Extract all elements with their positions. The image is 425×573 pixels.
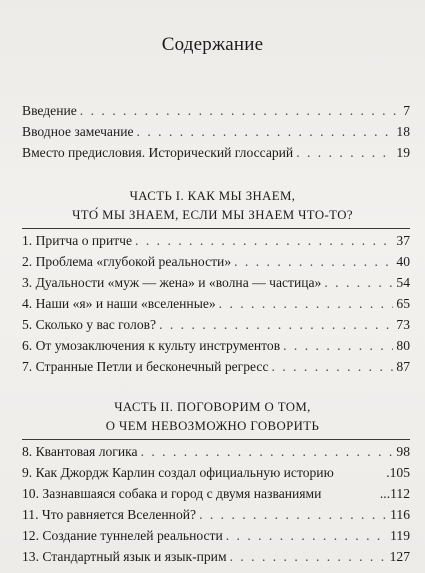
toc-entry-page: 87	[396, 359, 410, 374]
toc-entry[interactable]	[22, 444, 410, 462]
dot-leader	[226, 528, 387, 544]
toc-entry-label: 6. От умозаключения к культу инструментов	[22, 338, 281, 353]
toc-entry-label: 12. Создание туннелей реальности	[22, 528, 223, 543]
toc-entry[interactable]	[22, 549, 410, 567]
toc-entry-page: ...112	[379, 486, 410, 501]
toc-entry-page: 19	[396, 145, 410, 160]
dot-leader	[137, 124, 394, 140]
dot-leader	[230, 549, 387, 565]
toc-entry[interactable]	[22, 507, 410, 525]
toc-entry-page: 98	[396, 444, 410, 459]
toc-entry-label: 11. Что равняется Вселенной?	[22, 507, 197, 522]
part1-heading-line1: ЧАСТЬ I. КАК МЫ ЗНАЕМ,	[129, 189, 296, 203]
dot-leader	[199, 507, 387, 523]
toc-entry[interactable]	[22, 145, 410, 163]
toc-entry-label: 8. Квантовая логика	[22, 444, 138, 459]
toc-entry[interactable]	[22, 317, 410, 335]
toc-entry-label: 10. Зазнавшаяся собака и город с двумя названиями	[22, 486, 322, 501]
toc-entry[interactable]	[22, 465, 410, 483]
toc-entry-page: 37	[396, 233, 410, 248]
toc-entry[interactable]	[22, 296, 410, 314]
toc-entry-label: 9. Как Джордж Карлин создал официальную историю	[22, 465, 334, 480]
toc-entry[interactable]	[22, 254, 410, 272]
toc-entry-label: 5. Сколько у вас голов?	[22, 317, 157, 332]
dot-leader	[159, 317, 393, 333]
toc-entry-page: 73	[396, 317, 410, 332]
toc-entry-page: 116	[390, 507, 410, 522]
toc-entry-page: 40	[396, 254, 410, 269]
dot-leader	[141, 444, 394, 460]
toc-entry-label: 13. Стандартный язык и язык-прим	[22, 549, 227, 564]
toc-entry-label: 1. Притча о притче	[22, 233, 133, 248]
dot-leader	[234, 254, 393, 270]
dot-leader	[324, 275, 393, 291]
toc-entry-label: 7. Странные Петли и бесконечный регресс	[22, 359, 269, 374]
part1-heading-line2: ЧТО́ МЫ ЗНАЕМ, ЕСЛИ МЫ ЗНАЕМ ЧТО-ТО?	[72, 208, 353, 222]
dot-leader	[219, 296, 394, 312]
toc-entry-page: 54	[396, 275, 410, 290]
toc-entry[interactable]	[22, 103, 410, 121]
part2-heading-line1: ЧАСТЬ II. ПОГОВОРИМ О ТОМ,	[114, 400, 311, 414]
toc-entry-label: 2. Проблема «глубокой реальности»	[22, 254, 232, 269]
toc-entry-page: .105	[386, 465, 410, 480]
part2-heading-line2: О ЧЕМ НЕВОЗМОЖНО ГОВОРИТЬ	[105, 419, 320, 433]
dot-leader	[135, 233, 393, 249]
toc-entry-page: 80	[396, 338, 410, 353]
toc-entry-page: 65	[396, 296, 410, 311]
dot-leader	[296, 145, 393, 161]
page-title: Содержание	[161, 34, 264, 55]
toc-entry[interactable]	[22, 486, 410, 504]
dot-leader	[272, 359, 394, 375]
toc-entry[interactable]	[22, 338, 410, 356]
toc-entry[interactable]	[22, 359, 410, 377]
toc-entry-page: 119	[390, 528, 410, 543]
toc-entry-page: 7	[403, 103, 410, 118]
toc-entry-label: Вместо предисловия. Исторический глоссарий	[22, 145, 294, 160]
dot-leader	[283, 338, 393, 354]
dot-leader	[80, 103, 400, 119]
toc-entry[interactable]	[22, 528, 410, 546]
toc-entry-page: 18	[396, 124, 410, 139]
toc-entry-page: 127	[389, 549, 410, 564]
toc-entry[interactable]	[22, 124, 410, 142]
toc-entry[interactable]	[22, 275, 410, 293]
toc-entry-label: Вводное замечание	[22, 124, 134, 139]
toc-entry[interactable]	[22, 233, 410, 251]
toc-entry-label: 3. Дуальности «муж — жена» и «волна — частица»	[22, 275, 322, 290]
toc-entry-label: 4. Наши «я» и наши «вселенные»	[22, 296, 216, 311]
toc-entry-label: Введение	[22, 103, 77, 118]
part2-divider	[22, 439, 410, 440]
part1-divider	[22, 228, 410, 229]
